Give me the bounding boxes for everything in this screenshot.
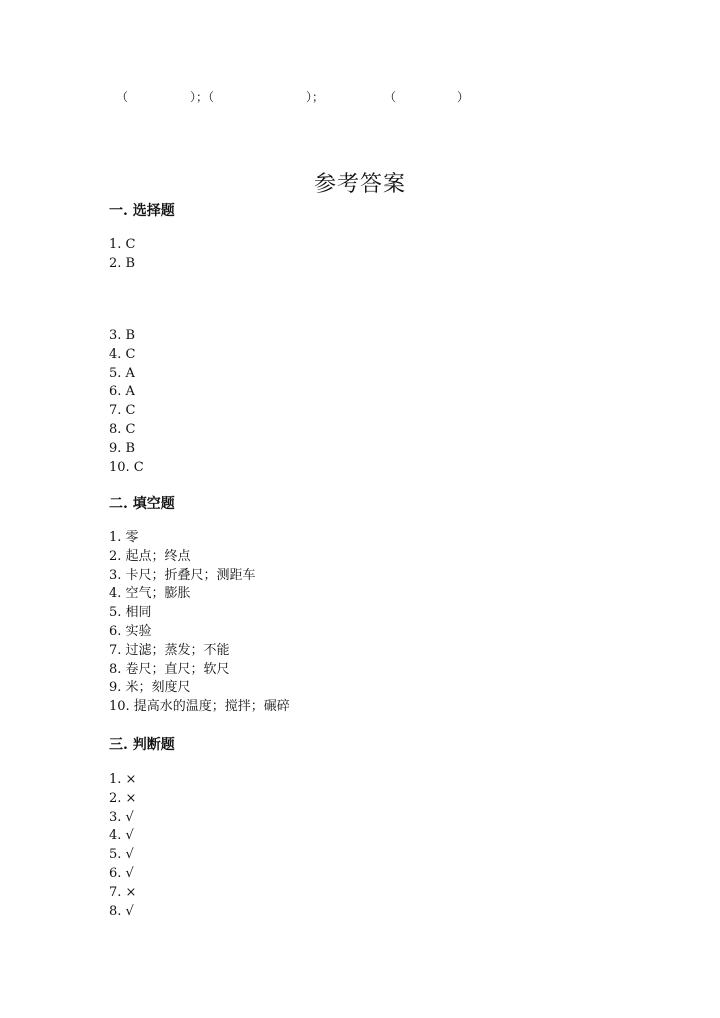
list-item: 4. √ xyxy=(109,828,134,844)
blank-close-paren-1: ）；（ xyxy=(190,90,215,104)
list-item: 1. 零 xyxy=(109,530,139,545)
list-item: 6. 实验 xyxy=(109,623,152,639)
list-item: 5. √ xyxy=(109,847,134,863)
list-item: 9. 米；刻度尺 xyxy=(109,680,191,696)
previous-question-blanks xyxy=(0,88,720,106)
blank-open-paren-1: （ xyxy=(116,90,129,104)
list-item: 7. C xyxy=(109,403,136,419)
list-item: 7. 过滤；蒸发；不能 xyxy=(109,642,230,658)
list-item: 10. C xyxy=(109,459,144,475)
list-item: 4. C xyxy=(109,346,136,362)
list-item: 5. A xyxy=(109,365,135,381)
list-item: 1. × xyxy=(109,772,137,787)
list-item: 3. B xyxy=(109,328,136,343)
choice-answers-part-1 xyxy=(109,236,135,274)
list-item: 1. C xyxy=(109,237,136,252)
list-item: 8. √ xyxy=(109,903,134,919)
list-item: 3. 卡尺；折叠尺；测距车 xyxy=(109,567,256,583)
list-item: 8. C xyxy=(109,421,136,437)
section-heading-fill: 二. 填空题 xyxy=(109,496,175,512)
choice-answers-part-2 xyxy=(109,327,144,477)
list-item: 7. × xyxy=(109,884,137,900)
list-item: 6. √ xyxy=(109,865,134,881)
list-item: 2. 起点；终点 xyxy=(109,548,191,564)
page-title: 参考答案 xyxy=(313,171,406,197)
section-heading-judge: 三. 判断题 xyxy=(109,737,175,753)
fill-answers xyxy=(109,529,290,717)
blank-close-paren-2: ）； xyxy=(306,90,325,104)
list-item: 2. × xyxy=(109,790,137,806)
judge-answers xyxy=(109,771,136,921)
list-item: 10. 提高水的温度；搅拌；碾碎 xyxy=(109,699,290,715)
list-item: 2. B xyxy=(109,255,136,271)
list-item: 5. 相同 xyxy=(109,605,152,621)
list-item: 9. B xyxy=(109,440,136,456)
list-item: 6. A xyxy=(109,384,135,400)
blank-close-paren-3: ） xyxy=(457,90,470,104)
section-heading-choice: 一. 选择题 xyxy=(109,203,175,219)
blank-open-paren-3: （ xyxy=(384,90,397,104)
list-item: 4. 空气；膨胀 xyxy=(109,586,191,602)
list-item: 3. √ xyxy=(109,809,134,825)
list-item: 8. 卷尺；直尺；软尺 xyxy=(109,661,230,677)
